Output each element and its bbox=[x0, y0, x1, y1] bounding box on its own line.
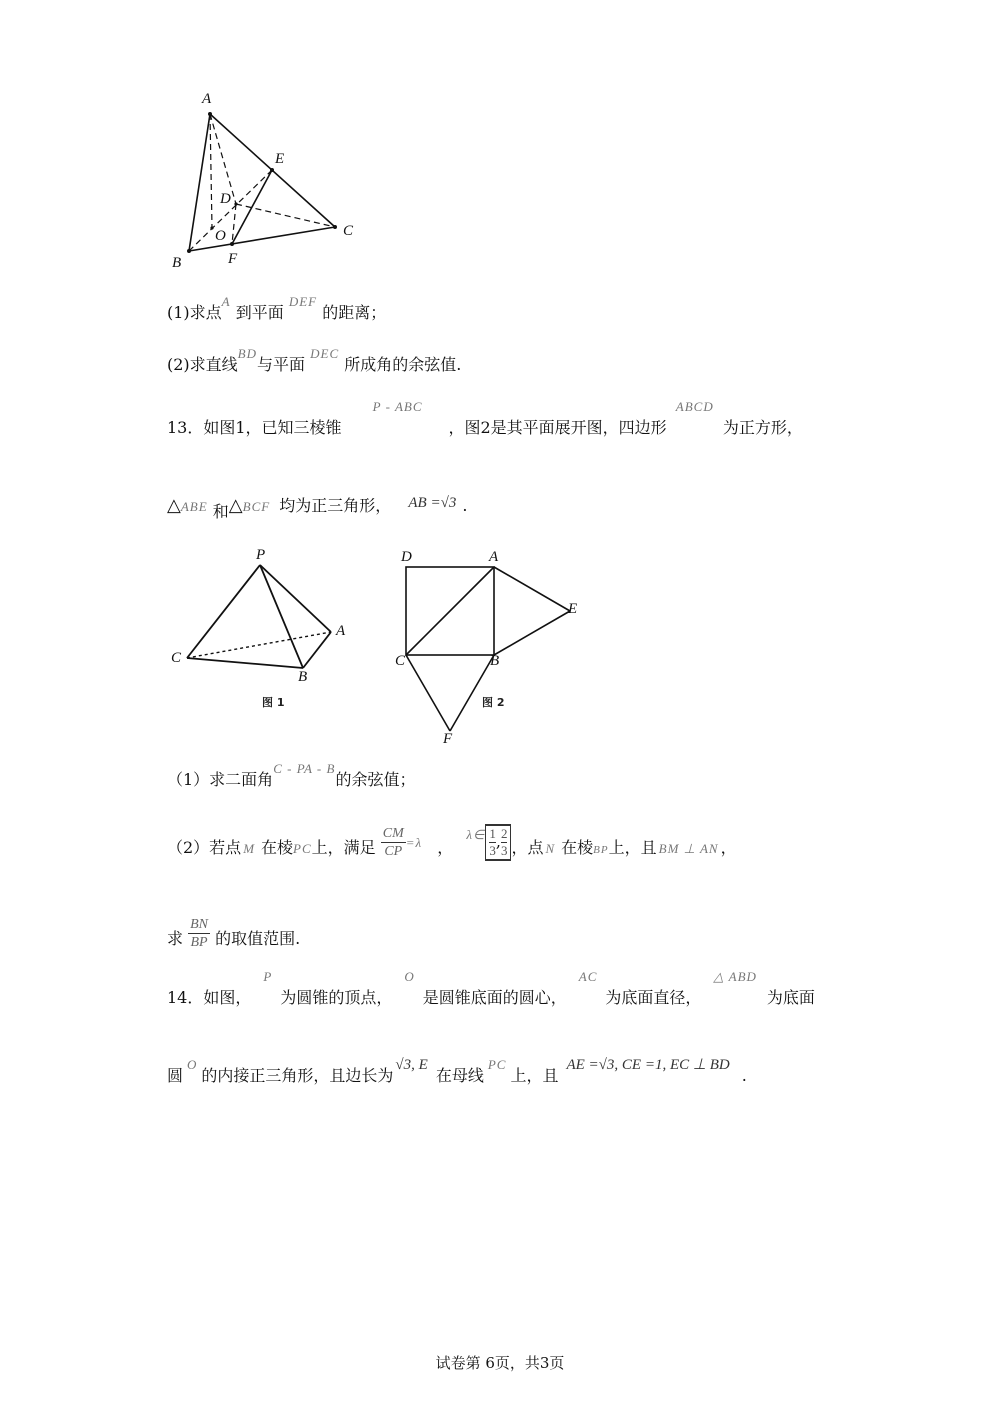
pyramid-diagram bbox=[160, 85, 370, 275]
math-conditions-ae-ce-ec-bd: AE =√3, CE =1, EC ⊥ BD bbox=[566, 1057, 730, 1073]
problem13-question1: （1）求二面角$^{C - PA - B}$的余弦值； bbox=[167, 761, 416, 789]
page-footer: 试卷第 6页，共3页 bbox=[435, 1354, 565, 1372]
fig2-label-f: F bbox=[443, 731, 453, 747]
figure1-tetrahedron bbox=[165, 545, 355, 715]
fig1-label-b: B bbox=[298, 669, 308, 685]
problem13-line2: △ABE 和△BCF 均为正三角形， AB =√3 . bbox=[167, 495, 468, 521]
fraction-cm-cp: $\frac{CM}{CP}$ bbox=[382, 826, 404, 859]
problem12-question2: (2)求直线$^{BD}$与平面 $^{DEC}$ 所成角的余弦值. bbox=[167, 346, 462, 374]
problem13-question2-continued: 求 $\frac{BN}{BP}$ 的取值范围. bbox=[167, 917, 301, 950]
point-label-o: O bbox=[215, 228, 226, 244]
math-circle-o: O bbox=[187, 1057, 198, 1072]
point-label-d: D bbox=[220, 191, 231, 207]
math-point-m: M bbox=[243, 841, 256, 856]
math-edge-pc: PC bbox=[293, 841, 312, 856]
fig2-label-b: B bbox=[490, 653, 500, 669]
math-point-p: P bbox=[263, 969, 273, 984]
math-plane-dec: DEC bbox=[310, 346, 340, 361]
problem14-line2: 圆$^O$的内接正三角形，且边长为√3, E在母线$^{PC}$上，且AE =√3, CE =1, EC ⊥ BD. bbox=[167, 1057, 747, 1085]
math-ab-sqrt3: AB =√3 bbox=[408, 495, 457, 511]
math-dihedral-angle: C - PA - B bbox=[273, 761, 336, 776]
math-point-a: A bbox=[221, 294, 231, 309]
math-side-sqrt3-e: √3, E bbox=[395, 1057, 428, 1073]
triangle-symbol: △ bbox=[167, 495, 181, 516]
fig2-label-e: E bbox=[568, 601, 578, 617]
problem13-question2: （2）若点 M 在棱PC上，满足 $\frac{CM}{CP}$ $^{=\lambda}$ ， $^{\lambda\in}$ $\frac{1}{3}$ , $\frac{2}{3}$ ，点 N 在棱BP上，且 BM ⊥ AN ， bbox=[167, 826, 737, 859]
fig1-caption: 图 1 bbox=[262, 696, 285, 709]
interval-one-third-two-thirds: $\frac{1}{3}$ , $\frac{2}{3}$ bbox=[485, 824, 511, 861]
figure-pyramid-abc bbox=[160, 85, 370, 275]
problem13-line1: 13．如图1，已知三棱锥 $^{P - ABC}$，图2是其平面展开图，四边形 $^{ABCD}$ 为正方形， bbox=[167, 399, 803, 437]
fig2-caption: 图 2 bbox=[482, 696, 505, 709]
math-generatrix-pc: PC bbox=[487, 1057, 507, 1072]
math-bm-perp-an: BM ⊥ AN bbox=[658, 841, 719, 856]
fraction-bn-bp: $\frac{BN}{BP}$ bbox=[190, 917, 208, 950]
point-label-b: B bbox=[172, 255, 182, 271]
math-diameter-ac: AC bbox=[578, 969, 598, 984]
fig1-label-a: A bbox=[336, 623, 346, 639]
point-label-f: F bbox=[228, 251, 238, 267]
math-point-o: O bbox=[404, 969, 415, 984]
math-triangle-abe: ABE bbox=[180, 499, 208, 514]
math-square-abcd: ABCD bbox=[675, 399, 714, 414]
math-pyramid-p-abc: P - ABC bbox=[372, 399, 423, 414]
math-edge-bp: BP bbox=[593, 844, 609, 856]
math-line-bd: BD bbox=[237, 346, 258, 361]
point-label-a: A bbox=[202, 91, 212, 107]
fig2-label-d: D bbox=[401, 549, 412, 565]
math-triangle-bcf: BCF bbox=[242, 499, 271, 514]
point-label-c: C bbox=[343, 223, 354, 239]
fig1-label-c: C bbox=[171, 650, 182, 666]
triangle-symbol: △ bbox=[228, 495, 243, 516]
math-triangle-abd: △ ABD bbox=[713, 969, 757, 984]
problem14-line1: 14．如图，$^P$为圆锥的顶点，$^O$是圆锥底面的圆心，$^{AC}$为底面直径，$^{\triangle ABD}$为底面 bbox=[167, 969, 815, 1007]
math-lambda-in: λ∈ bbox=[466, 827, 486, 842]
point-label-e: E bbox=[275, 151, 285, 167]
fig2-label-c: C bbox=[395, 653, 406, 669]
math-point-n: N bbox=[545, 841, 556, 856]
figure2-net bbox=[395, 545, 595, 750]
fig2-label-a: A bbox=[489, 549, 499, 565]
math-plane-def: DEF bbox=[288, 294, 318, 309]
problem12-question1: (1)求点$^A$ 到平面 $^{DEF}$ 的距离； bbox=[167, 294, 387, 322]
fig1-label-p: P bbox=[256, 547, 266, 563]
